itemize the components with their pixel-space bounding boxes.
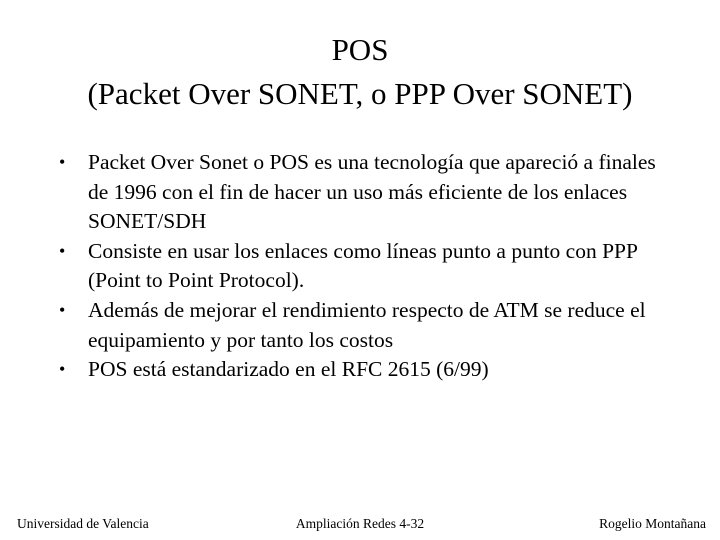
bullet-item xyxy=(56,148,676,237)
bullet-dot-icon: • xyxy=(59,359,66,380)
bullet-dot-icon: • xyxy=(59,152,66,172)
bullet-item xyxy=(56,296,676,355)
bullet-item xyxy=(56,237,676,296)
bullet-item xyxy=(56,355,676,385)
bullet-text: Además de mejorar el rendimiento respecto de ATM se reduce el equipamiento y por tanto los costos xyxy=(88,297,646,352)
bullet-list xyxy=(56,148,676,385)
title-line-1: POS xyxy=(331,32,389,67)
bullet-text: POS está estandarizado en el RFC 2615 (6/99) xyxy=(88,357,489,382)
bullet-dot-icon: • xyxy=(59,240,66,261)
bullet-text: Consiste en usar los enlaces como líneas punto a punto con PPP (Point to Point Protocol). xyxy=(88,238,638,293)
footer-author: Rogelio Montañana xyxy=(599,516,706,531)
bullet-text: Packet Over Sonet o POS es una tecnología que apareció a finales de 1996 con el fin de hacer un uso más eficiente de los enlaces SONET/SDH xyxy=(88,150,656,234)
slide-title xyxy=(0,28,720,116)
bullet-dot-icon: • xyxy=(59,299,66,320)
footer-course-page: Ampliación Redes 4-32 xyxy=(295,516,425,531)
footer-institution: Universidad de Valencia xyxy=(17,516,149,531)
title-line-2: (Packet Over SONET, o PPP Over SONET) xyxy=(87,76,633,111)
